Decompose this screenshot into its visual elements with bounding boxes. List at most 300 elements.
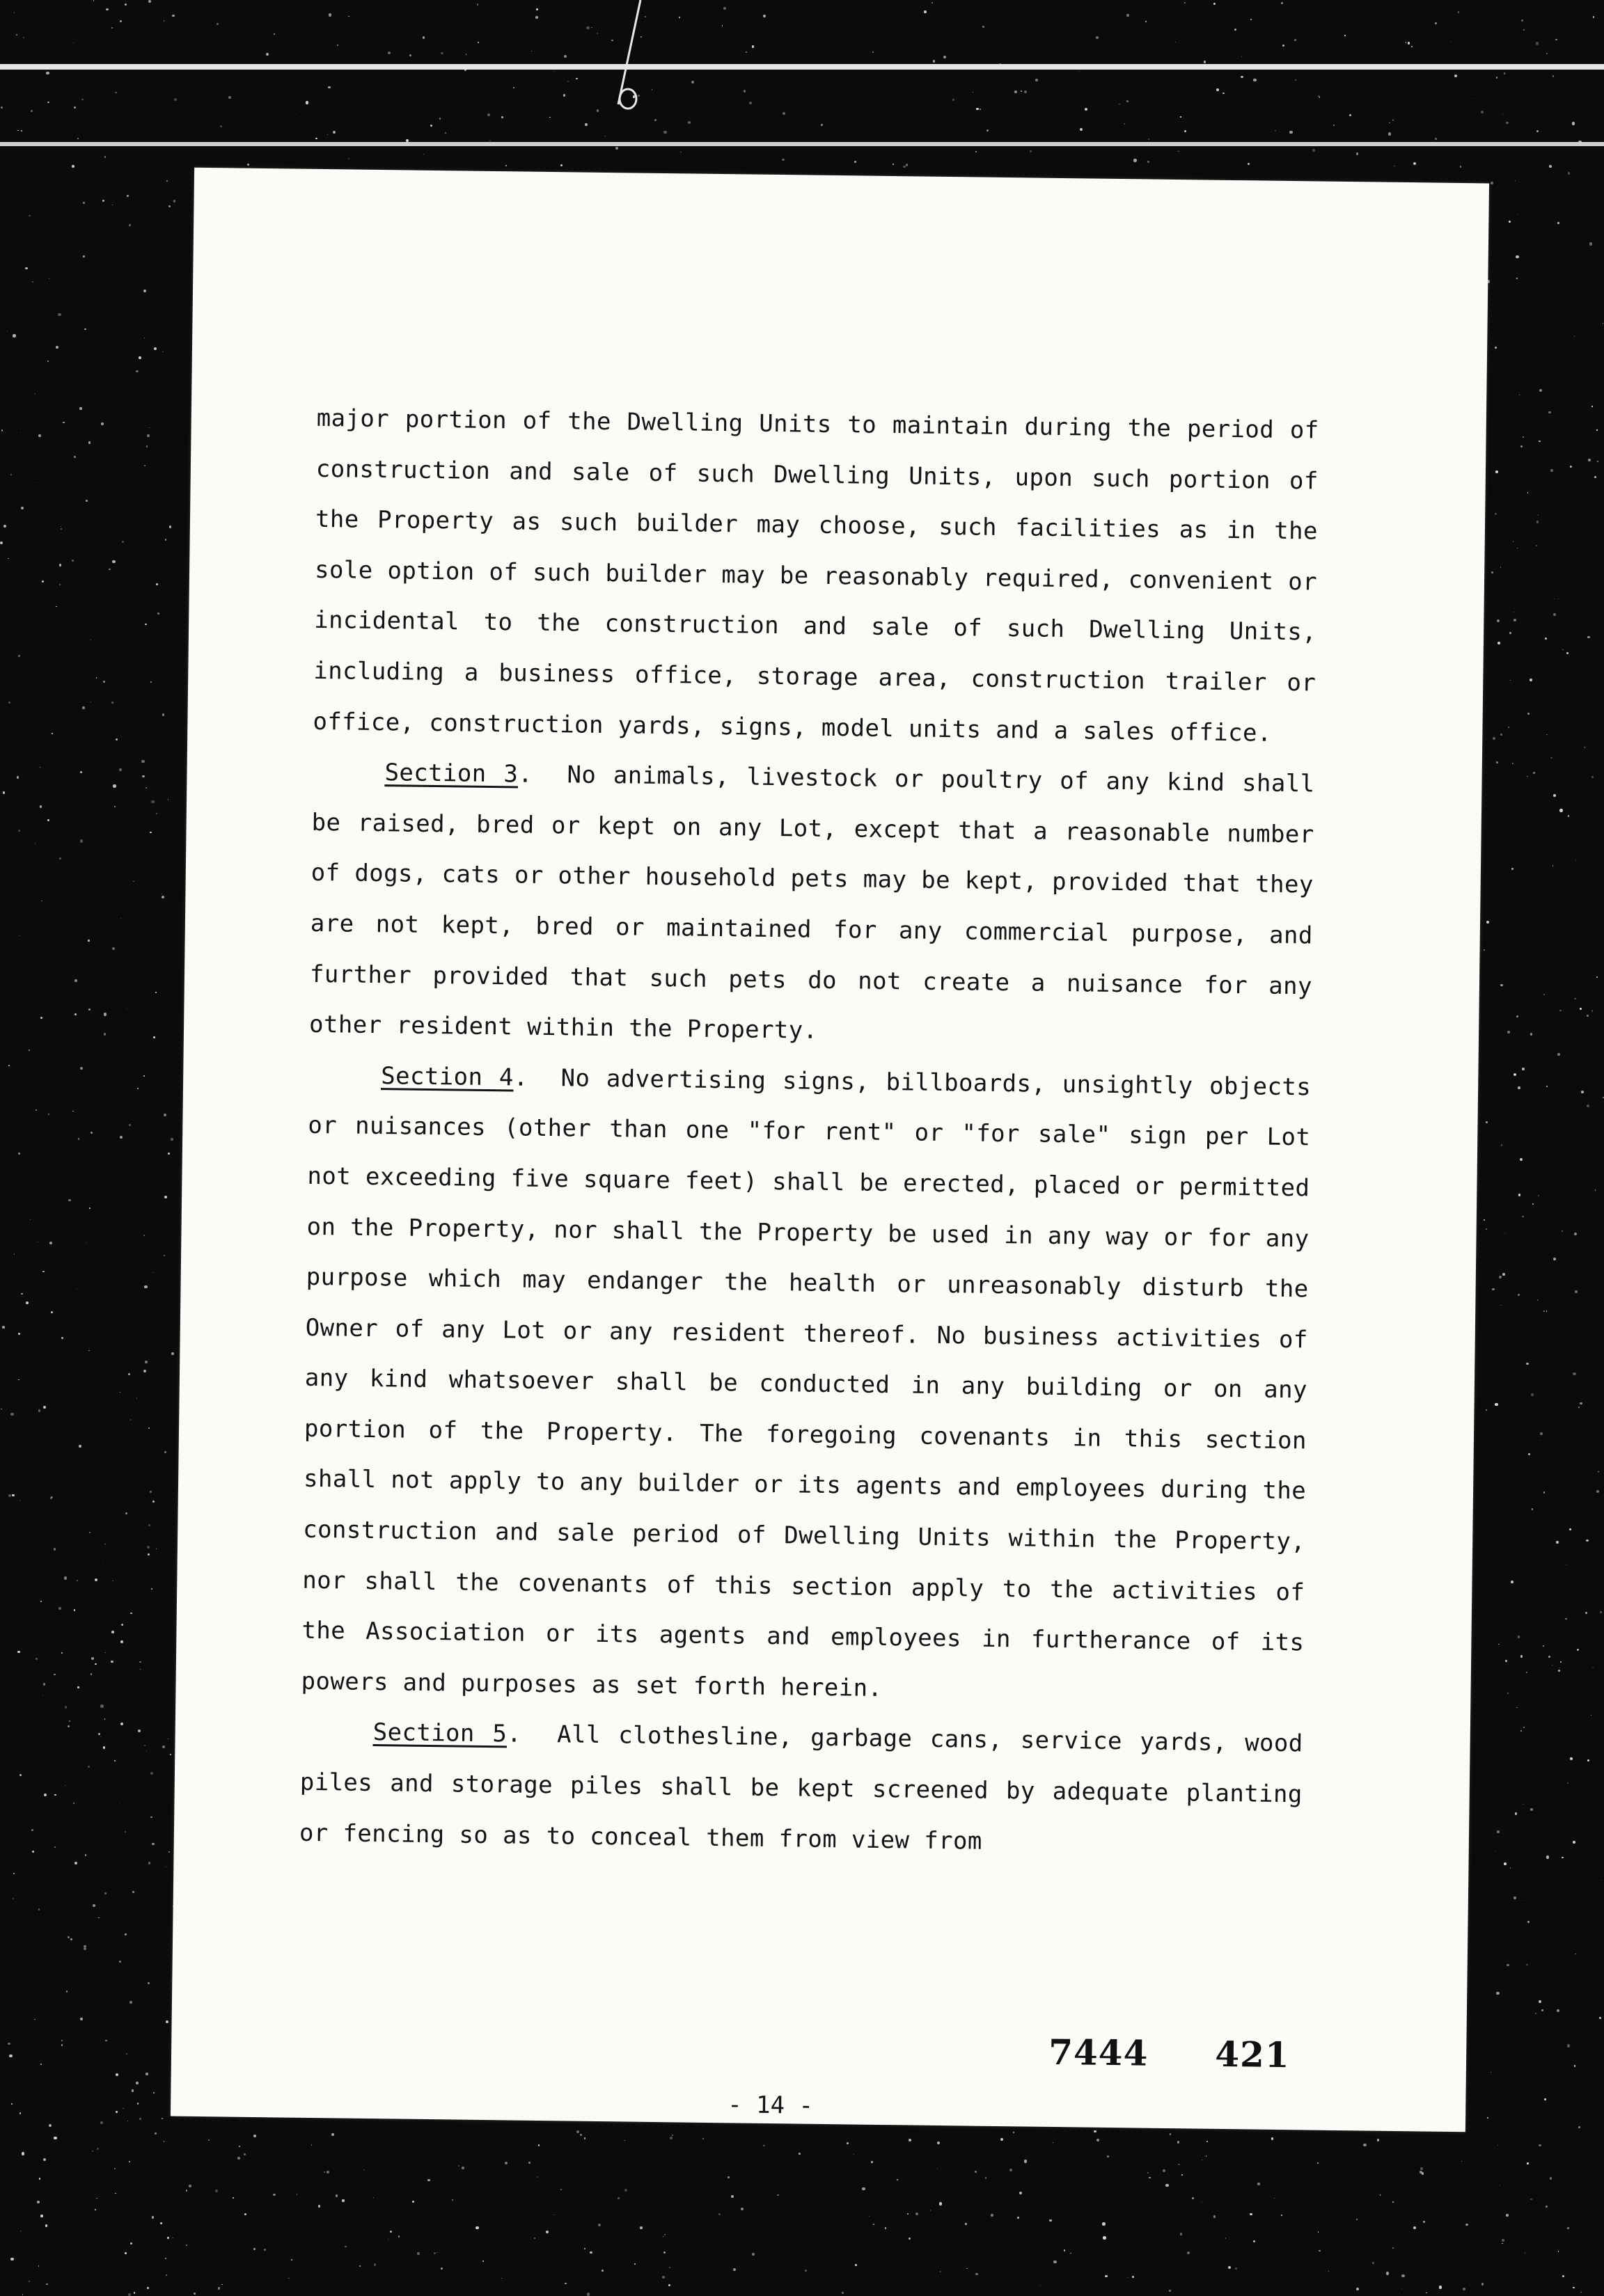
scan-speckle	[1222, 93, 1224, 94]
scan-speckle	[150, 1816, 152, 1818]
scan-speckle	[423, 154, 424, 155]
scan-speckle	[1580, 1402, 1582, 1405]
scan-speckle	[535, 16, 538, 19]
scan-speckle	[1553, 613, 1556, 616]
scan-speckle	[84, 1945, 86, 1948]
scan-speckle	[1577, 1649, 1579, 1651]
scan-speckle	[132, 1891, 134, 1893]
paragraph-text: All clothesline, garbage cans, service yards, wood piles and storage piles shall be kept screened by adequate planting or fencing so as to conceal them from view from	[299, 1720, 1303, 1855]
scan-speckle	[1552, 75, 1554, 77]
scan-speckle	[1599, 2017, 1601, 2019]
scan-speckle	[125, 3, 127, 6]
scan-speckle	[1504, 1862, 1507, 1865]
scan-speckle	[40, 1601, 42, 1603]
scan-speckle	[74, 106, 76, 109]
scan-speckle	[96, 2198, 97, 2199]
scan-speckle	[74, 1609, 76, 1611]
scan-speckle	[23, 37, 24, 38]
scan-speckle	[847, 2142, 849, 2144]
scan-speckle	[537, 2176, 538, 2178]
scan-speckle	[221, 2284, 223, 2286]
scan-speckle	[189, 2185, 191, 2187]
scan-speckle	[18, 830, 20, 832]
scan-speckle	[746, 52, 747, 53]
scan-speckle	[153, 1036, 155, 1038]
scan-speckle	[88, 1766, 90, 1768]
scan-speckle	[162, 896, 164, 898]
scan-speckle	[54, 1846, 56, 1848]
scan-speckle	[1532, 1508, 1533, 1510]
scan-speckle	[1019, 2192, 1022, 2194]
scan-speckle	[741, 2208, 744, 2210]
scan-speckle	[821, 124, 824, 127]
scan-speckle	[150, 681, 152, 683]
scan-speckle	[1518, 1086, 1520, 1089]
scan-speckle	[49, 1242, 52, 1244]
scan-speckle	[83, 202, 85, 204]
scan-speckle	[893, 164, 894, 165]
scan-speckle	[66, 1990, 68, 1993]
scan-speckle	[138, 1729, 141, 1732]
scan-speckle	[46, 2283, 47, 2285]
scan-speckle	[930, 2210, 931, 2211]
scan-speckle	[528, 2162, 530, 2164]
scan-speckle	[1536, 545, 1537, 546]
scan-speckle	[1513, 541, 1514, 542]
scan-speckle	[1516, 255, 1518, 258]
scan-speckle	[591, 27, 592, 29]
scan-speckle	[1248, 163, 1250, 165]
scan-speckle	[1588, 459, 1591, 461]
scan-speckle	[1049, 2219, 1052, 2222]
scan-speckle	[1486, 1409, 1487, 1411]
scan-speckle	[688, 121, 691, 124]
scan-speckle	[14, 1253, 15, 1254]
scan-speckle	[1557, 1053, 1560, 1056]
scan-speckle	[264, 2249, 266, 2251]
scan-speckle	[151, 1588, 152, 1590]
scan-speckle	[32, 1851, 34, 1853]
scan-speckle	[61, 1652, 63, 1654]
scan-speckle	[1103, 2236, 1106, 2239]
scan-speckle	[166, 180, 168, 182]
scan-speckle	[1487, 2117, 1488, 2119]
paragraph-text: major portion of the Dwelling Units to maintain during the period of construction and sale of such Dwelling Units, upon such portion of the Property as such builder may choose, such facilities as in the sole option of such builder may be reasonably required, convenient or incidental to the construction and sale of such Dwelling Units, including a business office, storage area, construction trailer or office, construction yards, signs, model units and a sales office.	[313, 404, 1319, 747]
scan-speckle	[1148, 138, 1149, 140]
scan-speckle	[1411, 46, 1413, 47]
scan-speckle	[1178, 151, 1179, 152]
scan-speckle	[1497, 1830, 1500, 1833]
scan-speckle	[475, 2226, 478, 2229]
scan-speckle	[1507, 1964, 1509, 1967]
scan-speckle	[587, 2293, 590, 2295]
scan-speckle	[329, 13, 331, 16]
scan-speckle	[1530, 679, 1532, 681]
scan-speckle	[1522, 1216, 1523, 1217]
scan-speckle	[952, 99, 955, 102]
scan-speckle	[1500, 567, 1502, 568]
scan-speckle	[624, 2189, 627, 2192]
scan-speckle	[1492, 1288, 1495, 1291]
scan-speckle	[982, 26, 984, 28]
scan-speckle	[103, 1561, 104, 1562]
scan-speckle	[458, 2165, 459, 2167]
scan-speckle	[233, 2197, 234, 2199]
scan-speckle	[1574, 335, 1575, 337]
scan-speckle	[873, 2224, 874, 2225]
scan-speckle	[100, 2121, 103, 2124]
scan-speckle	[679, 17, 680, 18]
scan-speckle	[782, 159, 785, 161]
scan-speckle	[83, 255, 84, 257]
section-heading: Section 3	[384, 759, 519, 789]
scan-speckle	[1520, 1730, 1522, 1732]
scan-speckle	[1511, 868, 1513, 870]
scan-speckle	[51, 1311, 53, 1313]
scan-speckle	[331, 2133, 334, 2136]
scan-speckle	[116, 738, 118, 741]
scan-speckle	[1388, 132, 1391, 135]
scan-speckle	[146, 2073, 148, 2075]
scan-speckle	[146, 445, 148, 448]
scan-speckle	[1538, 514, 1539, 516]
scan-speckle	[84, 1947, 86, 1950]
scan-speckle	[244, 2153, 246, 2155]
scan-speckle	[1408, 42, 1410, 45]
scan-speckle	[253, 2248, 255, 2249]
scan-speckle	[162, 1745, 165, 1748]
scan-speckle	[95, 1663, 97, 1665]
scan-speckle	[1569, 1528, 1571, 1530]
scan-speckle	[1596, 976, 1598, 978]
scan-speckle	[1568, 172, 1571, 175]
scan-speckle	[156, 813, 157, 814]
scan-speckle	[1548, 411, 1551, 414]
scan-speckle	[441, 2267, 443, 2270]
scan-speckle	[1595, 1189, 1596, 1191]
scan-speckle	[1147, 161, 1149, 163]
scan-speckle	[670, 2137, 673, 2139]
scan-speckle	[1017, 2217, 1019, 2218]
scan-speckle	[56, 606, 57, 608]
scan-speckle	[1516, 1015, 1518, 1017]
scan-speckle	[1377, 2139, 1379, 2141]
scan-speckle	[38, 1409, 40, 1411]
scan-speckle	[148, 1427, 150, 1429]
scan-speckle	[18, 1153, 20, 1155]
scan-speckle	[1572, 122, 1575, 125]
scan-speckle	[536, 8, 538, 10]
scan-speckle	[1524, 1900, 1525, 1901]
scan-speckle	[47, 361, 49, 362]
scan-speckle	[153, 2092, 155, 2093]
scan-speckle	[991, 2214, 993, 2217]
scan-speckle	[1491, 571, 1493, 573]
scan-speckle	[1454, 74, 1457, 77]
scan-speckle	[136, 1398, 138, 1399]
scan-speckle	[1463, 2288, 1465, 2290]
scan-speckle	[872, 52, 874, 53]
scan-speckle	[77, 1580, 78, 1581]
scan-speckle	[162, 713, 165, 716]
scan-speckle	[1508, 727, 1509, 728]
scan-edge-line	[0, 64, 1604, 70]
scan-speckle	[11, 2103, 13, 2105]
scan-speckle	[1552, 865, 1553, 866]
scan-speckle	[26, 1301, 29, 1304]
scan-speckle	[585, 123, 588, 126]
scan-speckle	[1030, 150, 1032, 152]
scan-speckle	[906, 164, 908, 166]
scan-speckle	[1461, 2161, 1462, 2162]
scan-speckle	[273, 2194, 276, 2196]
scan-speckle	[93, 0, 94, 1]
scan-speckle	[1281, 2215, 1282, 2216]
scan-speckle	[324, 2171, 325, 2173]
scan-speckle	[150, 1772, 153, 1775]
scan-speckle	[1511, 1581, 1513, 1583]
scan-speckle	[91, 1657, 94, 1660]
scan-speckle	[1520, 445, 1523, 448]
scan-speckle	[17, 130, 18, 131]
scan-speckle	[113, 784, 116, 787]
scan-speckle	[1013, 2132, 1014, 2133]
scan-speckle	[584, 2248, 585, 2249]
document-body	[299, 393, 1320, 1871]
scan-speckle	[10, 474, 12, 475]
scan-speckle	[1435, 138, 1437, 140]
scan-speckle	[148, 1862, 151, 1864]
scan-speckle	[1294, 39, 1296, 41]
scan-speckle	[1035, 79, 1038, 81]
scan-speckle	[976, 108, 978, 110]
scan-speckle	[8, 702, 10, 704]
scan-speckle	[1181, 2174, 1183, 2176]
scan-speckle	[1423, 2221, 1425, 2223]
scan-speckle	[74, 1013, 77, 1016]
scan-speckle	[718, 2213, 720, 2215]
scan-speckle	[342, 2199, 345, 2202]
scan-speckle	[1557, 2009, 1559, 2012]
scan-speckle	[466, 54, 467, 55]
scan-speckle	[1356, 2219, 1358, 2220]
scan-speckle	[137, 2103, 139, 2104]
scan-speckle	[102, 200, 104, 201]
scan-speckle	[663, 131, 666, 134]
scan-speckle	[120, 1640, 123, 1643]
paragraph-section-5	[299, 1707, 1304, 1870]
scan-speckle	[92, 2151, 93, 2152]
scan-speckle	[136, 2082, 139, 2084]
scan-speckle	[153, 1272, 154, 1273]
scan-speckle	[1497, 619, 1500, 622]
scan-speckle	[160, 2222, 162, 2224]
scan-speckle	[139, 356, 141, 359]
scan-speckle	[56, 346, 58, 349]
scan-speckle	[1562, 649, 1563, 650]
scan-speckle	[43, 1683, 46, 1686]
scan-speckle	[1580, 1008, 1582, 1010]
scan-speckle	[885, 2227, 887, 2229]
scan-speckle	[31, 1829, 33, 1831]
scan-speckle	[88, 940, 90, 942]
scan-speckle	[783, 112, 785, 115]
scan-speckle	[348, 16, 349, 17]
scan-speckle	[17, 1651, 20, 1654]
scan-speckle	[939, 2202, 942, 2205]
scan-speckle	[1178, 2164, 1180, 2166]
scan-speckle	[597, 33, 598, 34]
scan-speckle	[80, 1067, 83, 1070]
scan-speckle	[47, 102, 49, 104]
scan-speckle	[91, 702, 92, 703]
scan-speckle	[89, 1532, 91, 1533]
scan-speckle	[150, 832, 151, 833]
scan-speckle	[21, 507, 24, 509]
scan-speckle	[1538, 1195, 1539, 1196]
scan-speckle	[940, 2271, 941, 2272]
scan-speckle	[1426, 2293, 1427, 2294]
scan-speckle	[897, 2179, 898, 2180]
scan-speckle	[1550, 757, 1552, 759]
scan-speckle	[1578, 1407, 1580, 1408]
scan-speckle	[152, 1501, 155, 1503]
scan-speckle	[147, 434, 150, 437]
scan-speckle	[95, 1578, 97, 1581]
scan-speckle	[965, 2223, 967, 2225]
scan-speckle	[169, 525, 172, 528]
scan-speckle	[1163, 2169, 1165, 2172]
scan-speckle	[1506, 2214, 1509, 2217]
scan-speckle	[130, 1613, 132, 1614]
scan-speckle	[501, 2278, 502, 2279]
scan-speckle	[13, 1873, 15, 1874]
scan-speckle	[1562, 2275, 1564, 2277]
scan-speckle	[1228, 2266, 1231, 2269]
scan-speckle	[143, 1370, 146, 1372]
scan-speckle	[1085, 108, 1087, 111]
scan-speckle	[1566, 652, 1568, 654]
scan-speckle	[91, 1132, 93, 1134]
scan-speckle	[69, 1720, 70, 1722]
scan-speckle	[1536, 130, 1539, 132]
scan-speckle	[1555, 39, 1557, 40]
scan-speckle	[478, 42, 479, 43]
scan-speckle	[1495, 470, 1498, 473]
scan-speckle	[78, 1138, 79, 1139]
scan-speckle	[42, 1695, 44, 1696]
scan-speckle	[1420, 2167, 1423, 2170]
scan-speckle	[147, 2287, 149, 2289]
scan-speckle	[1518, 1194, 1520, 1196]
paragraph-continuation	[313, 393, 1319, 759]
scan-speckle	[1491, 182, 1493, 184]
scan-speckle	[1356, 152, 1359, 155]
scan-speckle	[95, 2209, 96, 2210]
scan-speckle	[137, 1088, 139, 1089]
scan-speckle	[80, 839, 83, 842]
scan-speckle	[73, 1803, 74, 1804]
scan-speckle	[1507, 1693, 1509, 1694]
scan-speckle	[560, 164, 563, 166]
scan-speckle	[553, 71, 554, 72]
scan-speckle	[1165, 2184, 1168, 2187]
scan-speckle	[1560, 1661, 1562, 1663]
scan-speckle	[22, 2152, 24, 2155]
scan-speckle	[18, 655, 20, 657]
scan-speckle	[412, 2201, 414, 2203]
scan-speckle	[54, 1794, 56, 1796]
scan-speckle	[1558, 1670, 1561, 1672]
scan-speckle	[1585, 1612, 1587, 1614]
scan-speckle	[664, 2234, 666, 2235]
scan-speckle	[1546, 53, 1548, 54]
scan-speckle	[152, 2216, 155, 2219]
scan-speckle	[42, 1271, 44, 1272]
scan-speckle	[142, 775, 144, 777]
scan-speckle	[37, 482, 38, 483]
scan-speckle	[1250, 2213, 1252, 2216]
scan-speckle	[125, 1933, 127, 1935]
scan-speckle	[1574, 2065, 1575, 2066]
scan-speckle	[74, 456, 76, 458]
scan-speckle	[40, 1017, 42, 1019]
scan-speckle	[98, 1917, 100, 1919]
scan-speckle	[274, 33, 276, 35]
scan-speckle	[1500, 734, 1502, 735]
scan-speckle	[35, 393, 36, 394]
scan-speckle	[1509, 221, 1511, 223]
scan-speckle	[170, 1754, 171, 1755]
scan-speckle	[1512, 763, 1513, 764]
scan-speckle	[144, 1745, 146, 1747]
scan-speckle	[172, 15, 175, 17]
scan-speckle	[288, 2278, 289, 2279]
scan-speckle	[586, 26, 589, 29]
scan-speckle	[63, 422, 64, 423]
scan-speckle	[86, 500, 88, 502]
scan-speckle	[669, 2267, 670, 2268]
scan-speckle	[1241, 76, 1243, 79]
scan-speckle	[1500, 1305, 1501, 1306]
scan-speckle	[1465, 2224, 1468, 2226]
scan-speckle	[1474, 98, 1475, 99]
scan-speckle	[116, 2073, 118, 2076]
scan-speckle	[1213, 3, 1216, 5]
scan-speckle	[722, 25, 723, 26]
scan-speckle	[1184, 2, 1186, 3]
scan-speckle	[1556, 1541, 1559, 1544]
scan-speckle	[1234, 29, 1236, 31]
scan-speckle	[1053, 2261, 1056, 2263]
scan-speckle	[966, 2268, 967, 2269]
scan-speckle	[141, 760, 144, 763]
scan-speckle	[1094, 2130, 1096, 2132]
scan-speckle	[763, 2145, 765, 2147]
scan-speckle	[1187, 2251, 1190, 2254]
scan-speckle	[805, 2270, 807, 2272]
scan-speckle	[1543, 994, 1545, 995]
scan-speckle	[72, 560, 74, 562]
scan-speckle	[374, 2263, 377, 2266]
scan-speckle	[104, 1033, 107, 1036]
scan-speckle	[618, 2197, 620, 2199]
scan-speckle	[1546, 1855, 1549, 1858]
scan-speckle	[1401, 2274, 1404, 2277]
scan-speckle	[1493, 737, 1495, 740]
scan-speckle	[640, 2226, 643, 2229]
scan-speckle	[1567, 2227, 1569, 2229]
